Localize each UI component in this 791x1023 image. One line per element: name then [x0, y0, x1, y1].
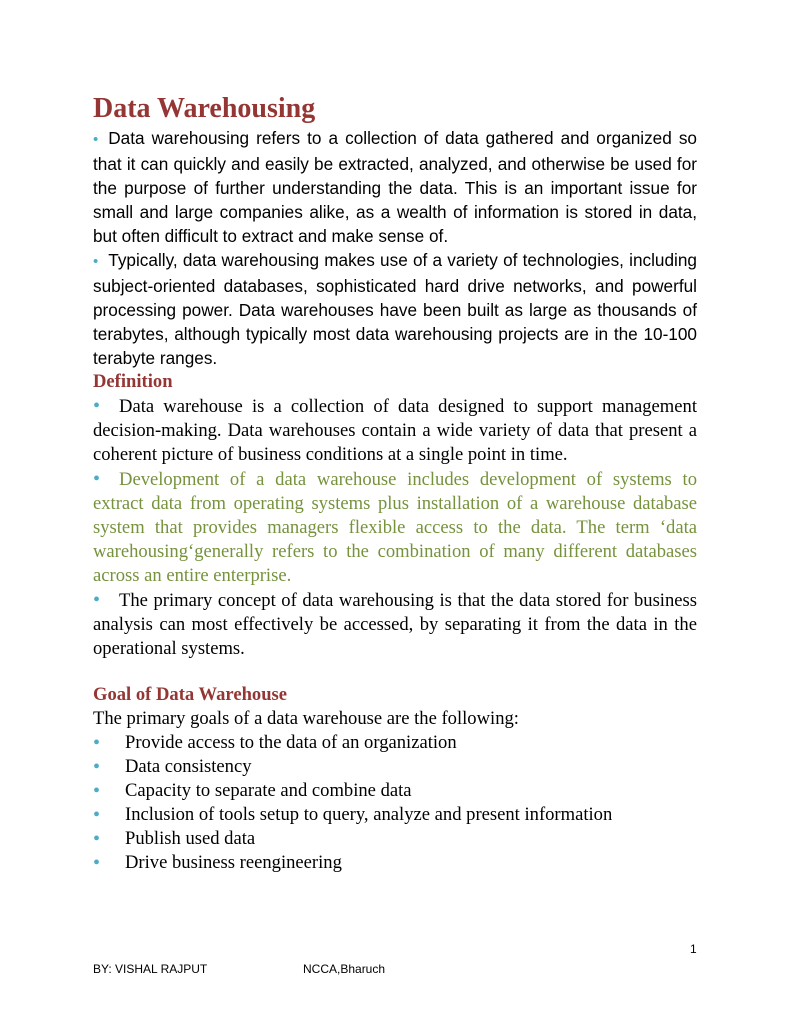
bullet-icon: • — [93, 804, 101, 826]
intro-paragraph-1: • Data warehousing refers to a collection of data gathered and organized so that it can quickly and easily be extracted, analyzed, and otherwise be used for the purpose of further understanding the data. This is an important issue for small and large companies alike, as a wealth of information is stored in data, but often difficult to extract and make sense of. — [93, 128, 697, 246]
footer-institution: NCCA,Bharuch — [303, 962, 386, 976]
bullet-icon: • — [93, 253, 99, 270]
bullet-icon: • — [93, 589, 101, 611]
goals-intro: The primary goals of a data warehouse are the following: — [93, 708, 519, 729]
page-title: Data Warehousing — [93, 93, 316, 124]
bullet-icon: • — [93, 852, 101, 874]
goals-list — [93, 731, 697, 875]
list-item: • Provide access to the data of an organization — [93, 732, 457, 754]
list-item: • Publish used data — [93, 828, 256, 850]
section-spacer — [93, 661, 697, 683]
list-item: • Data consistency — [93, 756, 252, 778]
bullet-icon: • — [93, 468, 101, 490]
definition-heading: Definition — [93, 371, 173, 392]
intro-paragraph-2: • Typically, data warehousing makes use of a variety of technologies, including subject-oriented databases, sophisticated hard drive networks, and powerful processing power. Data warehouses have been built as large as thousands of terabytes, although typically most data warehousing projects are in the 10-100 terabyte ranges. — [93, 250, 697, 368]
goals-heading: Goal of Data Warehouse — [93, 684, 288, 705]
bullet-icon: • — [93, 732, 101, 754]
bullet-icon: • — [93, 780, 101, 802]
document-page — [93, 92, 697, 875]
bullet-icon: • — [93, 395, 101, 417]
bullet-icon: • — [93, 828, 101, 850]
definition-paragraph-3: • The primary concept of data warehousing is that the data stored for business analysis can most effectively be accessed, by separating it from the data in the operational systems. — [93, 589, 697, 659]
definition-paragraph-2: • Development of a data warehouse includes development of systems to extract data from operating systems plus installation of a warehouse database system that provides managers flexible access to the data. The term ‘data warehousing‘generally refers to the combination of many different databases across an entire enterprise. — [93, 468, 697, 586]
bullet-icon: • — [93, 131, 99, 148]
list-item: • Drive business reengineering — [93, 852, 342, 874]
footer-author: BY: VISHAL RAJPUT — [93, 962, 208, 976]
list-item: • Capacity to separate and combine data — [93, 780, 412, 802]
page-number: 1 — [690, 942, 697, 956]
list-item: • Inclusion of tools setup to query, analyze and present information — [93, 804, 613, 826]
definition-paragraph-1: • Data warehouse is a collection of data designed to support management decision-making. Data warehouses contain a wide variety of data that present a coherent picture of business conditions at a single point in time. — [93, 395, 697, 465]
bullet-icon: • — [93, 756, 101, 778]
